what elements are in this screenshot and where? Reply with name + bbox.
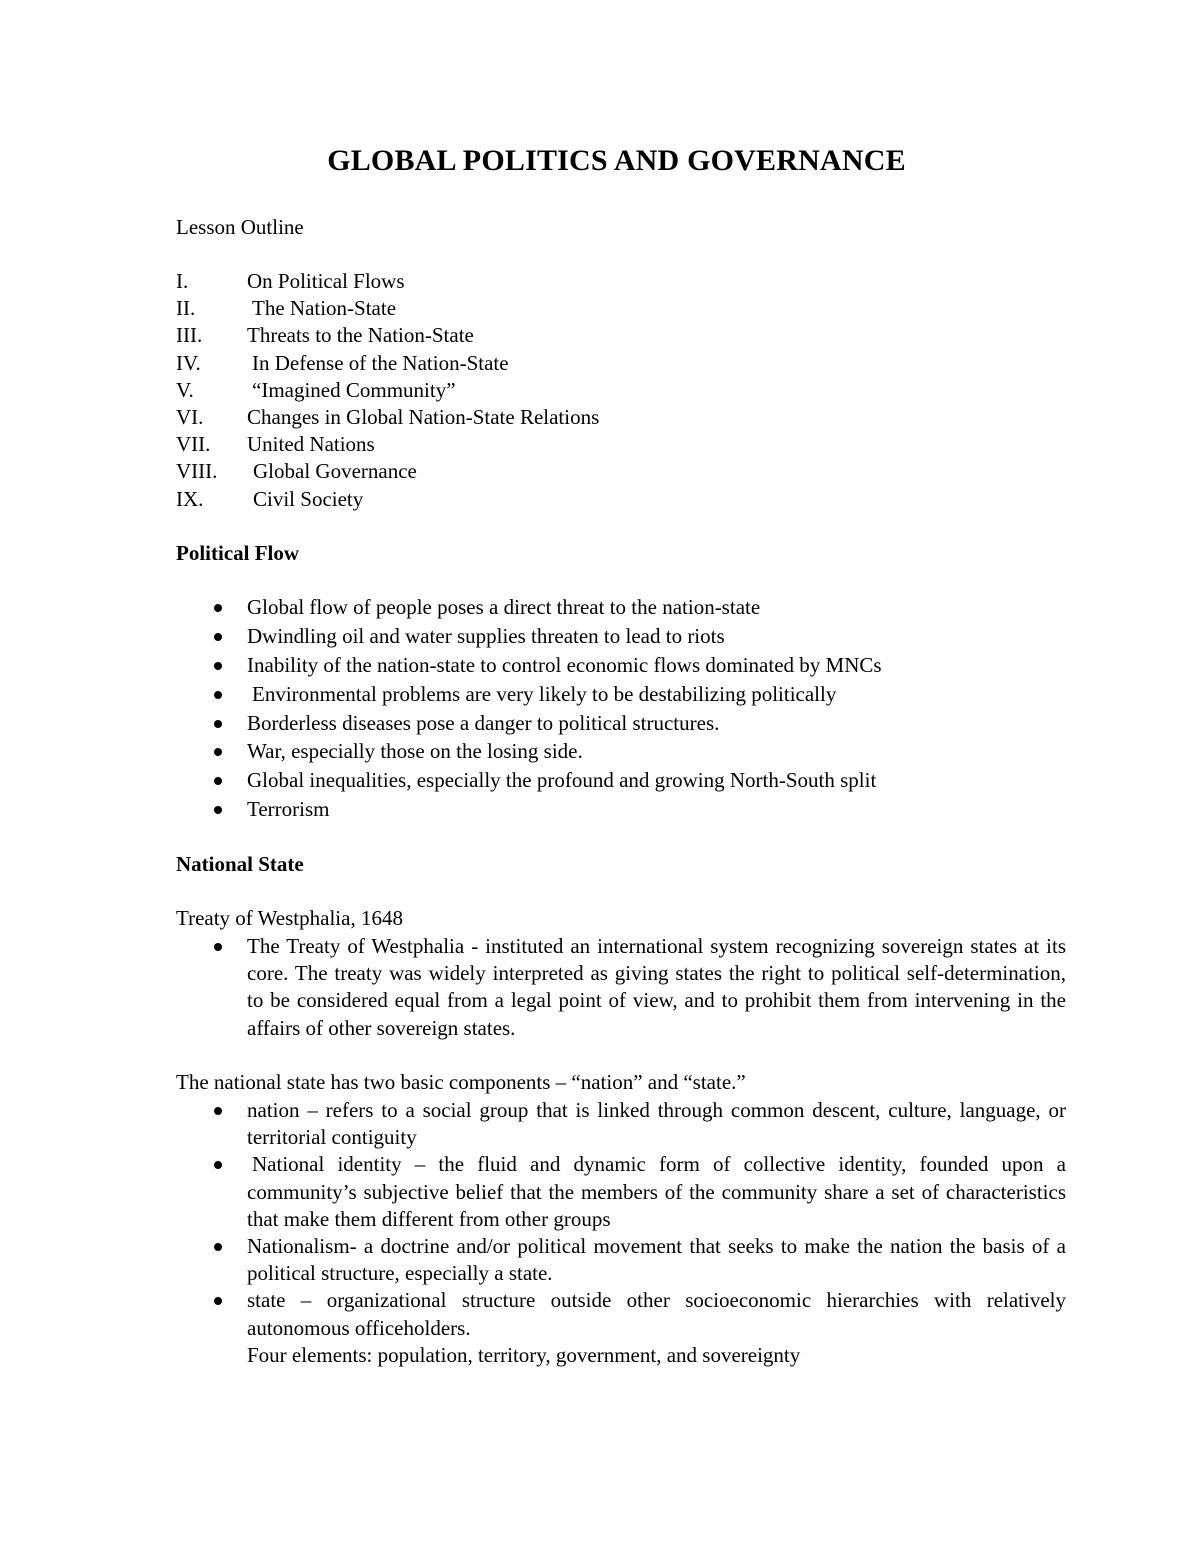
- bullet-icon: [214, 777, 222, 785]
- outline-item-number: IX.: [176, 486, 204, 511]
- list-item-text: Global inequalities, especially the profound and growing North-South split: [247, 768, 877, 793]
- list-item: [176, 1287, 1066, 1369]
- list-item: [176, 767, 1066, 796]
- political-flow-heading: Political Flow: [176, 541, 300, 565]
- list-item-text: state – organizational structure outside other socioeconomic hierarchies with relatively autonomous officeholders.: [247, 1288, 1066, 1340]
- list-item-text: War, especially those on the losing side.: [247, 739, 583, 764]
- state-elements-text: Four elements: population, territory, government, and sovereignty: [247, 1342, 801, 1367]
- list-item: [176, 1233, 1066, 1287]
- list-item: [176, 623, 1066, 652]
- outline-item-number: VIII.: [176, 459, 218, 484]
- bullet-icon: [214, 691, 222, 699]
- outline-item-number: VI.: [176, 404, 204, 429]
- list-item: [176, 652, 1066, 681]
- list-item-text: Environmental problems are very likely to be destabilizing politically: [252, 681, 837, 706]
- list-item: [176, 594, 1066, 623]
- bullet-icon: [214, 1161, 222, 1169]
- bullet-icon: [214, 604, 222, 612]
- components-list: [176, 1097, 1066, 1369]
- list-item: [176, 1151, 1066, 1233]
- list-item: [176, 681, 1066, 710]
- outline-item-text: United Nations: [247, 432, 375, 457]
- bullet-icon: [214, 662, 222, 670]
- political-flow-list: [176, 594, 1066, 825]
- national-state-heading: National State: [176, 852, 304, 876]
- list-item-text: The Treaty of Westphalia - instituted an international system recognizing sovereign states at its core. The treaty was widely interpreted as giving states the right to political self-determination, to be considered equal from a legal point of view, and to prohibit them from intervening in the affairs of other sovereign states.: [247, 934, 1066, 1040]
- bullet-icon: [214, 806, 222, 814]
- list-item-text: nation – refers to a social group that is linked through common descent, culture, language, or territorial contiguity: [247, 1098, 1066, 1150]
- components-label: The national state has two basic components – “nation” and “state.”: [176, 1070, 746, 1094]
- outline-item-number: IV.: [176, 350, 201, 375]
- document-title: GLOBAL POLITICS AND GOVERNANCE: [327, 144, 906, 177]
- bullet-icon: [214, 633, 222, 641]
- outline-item-text: “Imagined Community”: [252, 377, 456, 402]
- list-item: [176, 738, 1066, 767]
- list-item-text: Global flow of people poses a direct threat to the nation-state: [247, 595, 761, 619]
- list-item: [176, 933, 1066, 1042]
- list-item-text: Inability of the nation-state to control economic flows dominated by MNCs: [247, 652, 882, 677]
- outline-item-number: V.: [176, 377, 194, 402]
- list-item-text: Nationalism- a doctrine and/or political movement that seeks to make the nation the basis of a political structure, especially a state.: [247, 1234, 1066, 1286]
- bullet-icon: [214, 1297, 222, 1305]
- bullet-icon: [214, 943, 222, 951]
- list-item-text: Terrorism: [247, 797, 330, 822]
- bullet-icon: [214, 748, 222, 756]
- list-item: [176, 710, 1066, 739]
- outline-item-text: Threats to the Nation-State: [247, 323, 474, 348]
- list-item-text: Borderless diseases pose a danger to political structures.: [247, 710, 720, 735]
- list-item-text: National identity – the fluid and dynamic form of collective identity, founded upon a community’s subjective belief that the members of the community share a set of characteristics that make them different from other groups: [247, 1152, 1066, 1231]
- outline-item-number: VII.: [176, 432, 211, 457]
- outline-item-text: In Defense of the Nation-State: [252, 350, 509, 375]
- bullet-icon: [214, 720, 222, 728]
- outline-item-number: I.: [176, 269, 189, 293]
- lesson-outline-label: Lesson Outline: [176, 215, 304, 239]
- list-item: [176, 796, 1066, 825]
- list-item-text: Dwindling oil and water supplies threaten to lead to riots: [247, 623, 725, 648]
- bullet-icon: [214, 1243, 222, 1251]
- treaty-list: [176, 933, 1066, 1042]
- treaty-label: Treaty of Westphalia, 1648: [176, 906, 403, 930]
- outline-item-text: On Political Flows: [247, 269, 405, 293]
- outline-item-number: III.: [176, 323, 203, 348]
- outline-item-text: Civil Society: [253, 486, 364, 511]
- outline-item-number: II.: [176, 296, 196, 321]
- list-item: [176, 1097, 1066, 1151]
- outline-item-text: Changes in Global Nation-State Relations: [247, 404, 600, 429]
- outline-item-text: The Nation-State: [252, 296, 397, 321]
- outline-item-text: Global Governance: [253, 459, 417, 484]
- bullet-icon: [214, 1107, 222, 1115]
